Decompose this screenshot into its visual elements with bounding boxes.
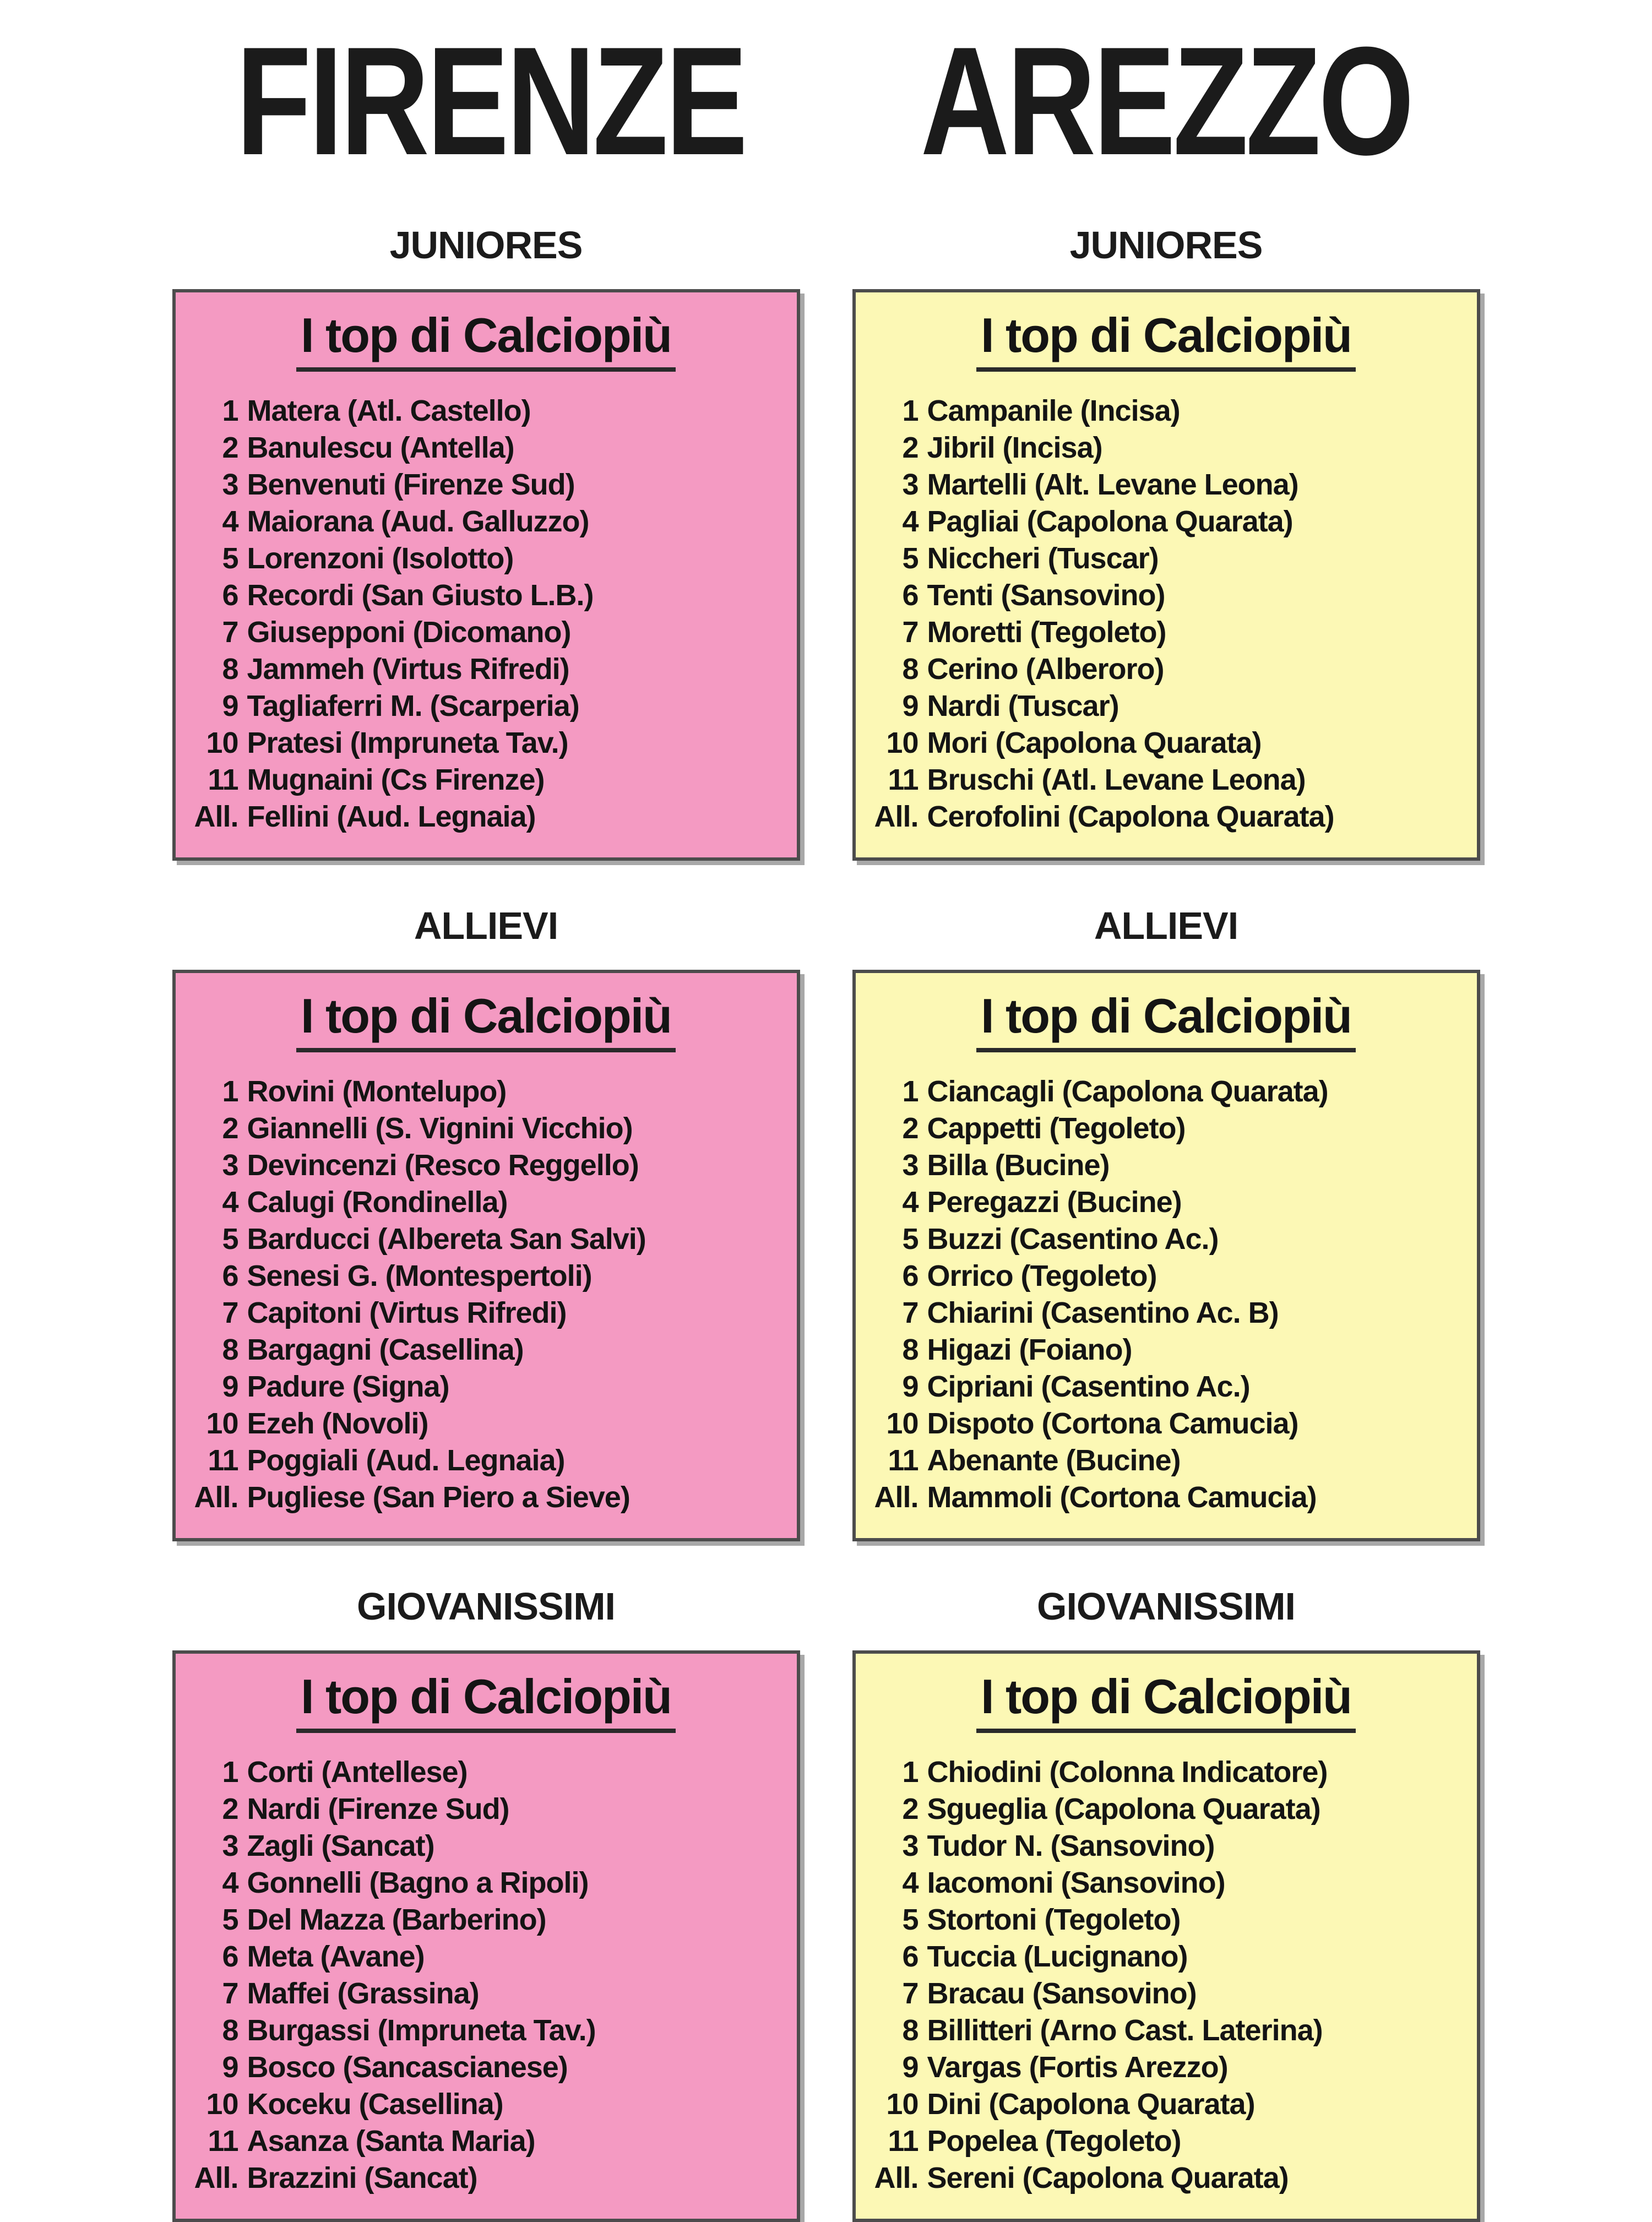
player-name: Giusepponi (Dicomano) xyxy=(247,616,571,649)
player-name: Maiorana (Aud. Galluzzo) xyxy=(247,505,589,538)
section-firenze-allievi xyxy=(172,861,800,1541)
box-title-text: I top di Calciopiù xyxy=(976,309,1356,372)
player-number: 8 xyxy=(902,2014,919,2047)
player-number: 7 xyxy=(222,1296,238,1329)
player-name: Zagli (Sancat) xyxy=(247,1829,434,1862)
player-row xyxy=(866,725,1467,762)
player-number: 10 xyxy=(206,2088,238,2121)
player-name: Jammeh (Virtus Rifredi) xyxy=(247,653,569,686)
player-row xyxy=(866,1221,1467,1258)
player-name: Ezeh (Novoli) xyxy=(247,1407,428,1440)
section-label: JUNIORES xyxy=(389,224,583,267)
player-row xyxy=(866,1479,1467,1516)
player-row xyxy=(866,1405,1467,1442)
player-list xyxy=(186,1073,787,1516)
player-row xyxy=(186,1791,787,1828)
player-row xyxy=(186,1221,787,1258)
player-name: Bracau (Sansovino) xyxy=(927,1977,1197,2010)
player-row xyxy=(186,466,787,503)
player-number: 6 xyxy=(222,579,238,612)
player-name: Higazi (Foiano) xyxy=(927,1333,1132,1366)
section-label: ALLIEVI xyxy=(414,904,558,947)
player-row xyxy=(186,2123,787,2160)
player-name: Stortoni (Tegoleto) xyxy=(927,1903,1181,1936)
player-name: Orrico (Tegoleto) xyxy=(927,1259,1157,1292)
player-row xyxy=(186,762,787,798)
player-name: Sgueglia (Capolona Quarata) xyxy=(927,1792,1320,1826)
player-name: Cappetti (Tegoleto) xyxy=(927,1112,1186,1145)
box-title xyxy=(866,309,1467,372)
player-row xyxy=(186,1258,787,1295)
player-row xyxy=(186,393,787,430)
player-number: 10 xyxy=(206,1407,238,1440)
player-number: 7 xyxy=(902,1296,919,1329)
player-name: Banulescu (Antella) xyxy=(247,431,514,464)
player-name: Ciancagli (Capolona Quarata) xyxy=(927,1075,1328,1108)
player-number: 5 xyxy=(902,1223,919,1256)
top-list-box xyxy=(852,289,1480,861)
box-title-text: I top di Calciopiù xyxy=(976,990,1356,1052)
player-number: 4 xyxy=(222,1186,238,1219)
player-row xyxy=(866,540,1467,577)
player-number: 4 xyxy=(902,1186,919,1219)
player-number: 1 xyxy=(222,394,238,427)
player-number: 9 xyxy=(902,2051,919,2084)
player-number: 1 xyxy=(222,1075,238,1108)
player-row xyxy=(186,1073,787,1110)
top-list-box xyxy=(172,970,800,1541)
player-name: Martelli (Alt. Levane Leona) xyxy=(927,468,1298,501)
player-row xyxy=(186,430,787,466)
player-row xyxy=(186,798,787,835)
player-name: Dispoto (Cortona Camucia) xyxy=(927,1407,1298,1440)
player-number: 2 xyxy=(222,1792,238,1826)
player-name: Recordi (San Giusto L.B.) xyxy=(247,579,594,612)
player-number: 6 xyxy=(222,1259,238,1292)
box-title xyxy=(866,990,1467,1052)
top-list-box xyxy=(852,970,1480,1541)
player-row xyxy=(186,1754,787,1791)
player-row xyxy=(186,503,787,540)
player-number: 11 xyxy=(208,763,238,796)
city-title-arezzo xyxy=(852,15,1480,187)
player-name: Peregazzi (Bucine) xyxy=(927,1186,1182,1219)
player-row xyxy=(866,503,1467,540)
player-name: Mugnaini (Cs Firenze) xyxy=(247,763,545,796)
player-name: Buzzi (Casentino Ac.) xyxy=(927,1223,1219,1256)
player-name: Tuccia (Lucignano) xyxy=(927,1940,1188,1973)
player-row xyxy=(866,2049,1467,2086)
player-name: Mori (Capolona Quarata) xyxy=(927,726,1262,759)
player-number: 10 xyxy=(886,1407,919,1440)
player-number: 7 xyxy=(222,1977,238,2010)
player-number: 3 xyxy=(902,468,919,501)
box-title-text: I top di Calciopiù xyxy=(296,990,676,1052)
player-row xyxy=(186,725,787,762)
player-name: Moretti (Tegoleto) xyxy=(927,616,1166,649)
section-label: ALLIEVI xyxy=(1094,904,1238,947)
player-number: 9 xyxy=(222,689,238,722)
player-row xyxy=(866,1258,1467,1295)
player-row xyxy=(866,2123,1467,2160)
player-number: 11 xyxy=(208,1444,238,1477)
player-row xyxy=(186,1902,787,1938)
box-title-text: I top di Calciopiù xyxy=(296,1670,676,1733)
player-name: Pratesi (Impruneta Tav.) xyxy=(247,726,568,759)
section-arezzo-juniores xyxy=(852,180,1480,861)
box-title xyxy=(186,990,787,1052)
city-title-firenze xyxy=(172,15,800,187)
player-row xyxy=(866,798,1467,835)
player-number: 11 xyxy=(888,2125,919,2158)
player-name: Bosco (Sancascianese) xyxy=(247,2051,568,2084)
player-name: Iacomoni (Sansovino) xyxy=(927,1866,1225,1899)
player-name: Del Mazza (Barberino) xyxy=(247,1903,546,1936)
player-row xyxy=(186,2160,787,2197)
player-name: Pagliai (Capolona Quarata) xyxy=(927,505,1293,538)
player-number: 9 xyxy=(902,689,919,722)
player-name: Billitteri (Arno Cast. Laterina) xyxy=(927,2014,1323,2047)
box-title-text: I top di Calciopiù xyxy=(976,1670,1356,1733)
player-number: 6 xyxy=(902,579,919,612)
player-row xyxy=(866,1902,1467,1938)
player-row xyxy=(186,1295,787,1332)
player-name: Lorenzoni (Isolotto) xyxy=(247,542,514,575)
player-row xyxy=(186,1975,787,2012)
player-row xyxy=(186,1184,787,1221)
player-row xyxy=(866,1828,1467,1865)
player-row xyxy=(186,1405,787,1442)
player-name: Barducci (Albereta San Salvi) xyxy=(247,1223,646,1256)
player-name: Senesi G. (Montespertoli) xyxy=(247,1259,592,1292)
top-list-box xyxy=(852,1650,1480,2222)
player-row xyxy=(186,1368,787,1405)
section-firenze-juniores xyxy=(172,180,800,861)
player-name: Calugi (Rondinella) xyxy=(247,1186,508,1219)
player-name: Tagliaferri M. (Scarperia) xyxy=(247,689,579,722)
column-arezzo xyxy=(852,15,1480,2222)
player-row xyxy=(866,762,1467,798)
player-name: Capitoni (Virtus Rifredi) xyxy=(247,1296,567,1329)
player-row xyxy=(866,577,1467,614)
player-name: Bargagni (Casellina) xyxy=(247,1333,524,1366)
section-arezzo-giovanissimi xyxy=(852,1541,1480,2222)
player-number: 8 xyxy=(222,1333,238,1366)
city-title-text: FIRENZE xyxy=(236,15,745,187)
player-row xyxy=(866,1975,1467,2012)
player-row xyxy=(866,688,1467,725)
player-number: 9 xyxy=(222,1370,238,1403)
player-row xyxy=(866,1442,1467,1479)
player-number: 1 xyxy=(902,394,919,427)
player-name: Gonnelli (Bagno a Ripoli) xyxy=(247,1866,589,1899)
player-number: 11 xyxy=(208,2125,238,2158)
player-number: 6 xyxy=(222,1940,238,1973)
player-name: Cerofolini (Capolona Quarata) xyxy=(927,800,1334,833)
player-row xyxy=(866,430,1467,466)
player-row xyxy=(186,1332,787,1368)
player-number: 3 xyxy=(222,468,238,501)
player-number: 10 xyxy=(206,726,238,759)
player-name: Nardi (Firenze Sud) xyxy=(247,1792,509,1826)
player-name: Campanile (Incisa) xyxy=(927,394,1180,427)
player-list xyxy=(866,1754,1467,2197)
player-row xyxy=(866,1073,1467,1110)
player-number: All. xyxy=(874,800,919,833)
player-number: 5 xyxy=(222,1903,238,1936)
player-row xyxy=(866,1332,1467,1368)
player-name: Fellini (Aud. Legnaia) xyxy=(247,800,536,833)
player-name: Rovini (Montelupo) xyxy=(247,1075,507,1108)
player-number: 3 xyxy=(902,1149,919,1182)
player-name: Asanza (Santa Maria) xyxy=(247,2125,535,2158)
player-name: Giannelli (S. Vignini Vicchio) xyxy=(247,1112,633,1145)
player-name: Maffei (Grassina) xyxy=(247,1977,479,2010)
player-row xyxy=(866,1295,1467,1332)
player-row xyxy=(866,2160,1467,2197)
player-number: 10 xyxy=(886,2088,919,2121)
player-name: Pugliese (San Piero a Sieve) xyxy=(247,1481,630,1514)
player-number: 3 xyxy=(902,1829,919,1862)
player-name: Jibril (Incisa) xyxy=(927,431,1102,464)
player-number: 6 xyxy=(902,1259,919,1292)
player-number: 3 xyxy=(222,1829,238,1862)
player-row xyxy=(866,1110,1467,1147)
player-number: 7 xyxy=(222,616,238,649)
player-number: All. xyxy=(874,2161,919,2194)
player-name: Billa (Bucine) xyxy=(927,1149,1110,1182)
top-list-box xyxy=(172,1650,800,2222)
player-name: Padure (Signa) xyxy=(247,1370,449,1403)
player-row xyxy=(186,1828,787,1865)
player-number: 2 xyxy=(222,1112,238,1145)
player-row xyxy=(186,1938,787,1975)
player-name: Chiodini (Colonna Indicatore) xyxy=(927,1756,1328,1789)
player-number: 1 xyxy=(222,1756,238,1789)
player-row xyxy=(866,1938,1467,1975)
box-title xyxy=(186,1670,787,1733)
player-row xyxy=(186,1865,787,1902)
player-number: 4 xyxy=(902,505,919,538)
player-number: 4 xyxy=(902,1866,919,1899)
section-label: GIOVANISSIMI xyxy=(357,1585,615,1628)
player-row xyxy=(186,1110,787,1147)
player-row xyxy=(866,1754,1467,1791)
player-row xyxy=(186,2086,787,2123)
player-row xyxy=(866,2086,1467,2123)
box-title xyxy=(866,1670,1467,1733)
player-list xyxy=(866,393,1467,835)
player-row xyxy=(866,1368,1467,1405)
city-title-text: AREZZO xyxy=(920,15,1412,187)
player-number: 4 xyxy=(222,1866,238,1899)
player-row xyxy=(866,1791,1467,1828)
player-name: Bruschi (Atl. Levane Leona) xyxy=(927,763,1306,796)
player-number: 5 xyxy=(222,542,238,575)
player-row xyxy=(866,1865,1467,1902)
player-number: 2 xyxy=(222,431,238,464)
player-row xyxy=(186,651,787,688)
player-row xyxy=(866,2012,1467,2049)
player-number: 1 xyxy=(902,1075,919,1108)
player-row xyxy=(866,1147,1467,1184)
player-number: 2 xyxy=(902,1112,919,1145)
player-number: 2 xyxy=(902,431,919,464)
player-number: 5 xyxy=(222,1223,238,1256)
player-number: 5 xyxy=(902,542,919,575)
player-row xyxy=(186,688,787,725)
player-name: Vargas (Fortis Arezzo) xyxy=(927,2051,1228,2084)
player-name: Dini (Capolona Quarata) xyxy=(927,2088,1255,2121)
player-name: Devincenzi (Resco Reggello) xyxy=(247,1149,639,1182)
player-number: 7 xyxy=(902,1977,919,2010)
player-name: Benvenuti (Firenze Sud) xyxy=(247,468,575,501)
player-row xyxy=(866,393,1467,430)
column-firenze xyxy=(172,15,800,2222)
player-row xyxy=(186,2049,787,2086)
player-name: Corti (Antellese) xyxy=(247,1756,468,1789)
player-number: 3 xyxy=(222,1149,238,1182)
player-number: 4 xyxy=(222,505,238,538)
player-name: Poggiali (Aud. Legnaia) xyxy=(247,1444,565,1477)
section-label: GIOVANISSIMI xyxy=(1037,1585,1295,1628)
player-row xyxy=(186,540,787,577)
player-number: 9 xyxy=(902,1370,919,1403)
player-number: 7 xyxy=(902,616,919,649)
player-row xyxy=(186,1479,787,1516)
section-label: JUNIORES xyxy=(1069,224,1263,267)
player-row xyxy=(866,466,1467,503)
player-row xyxy=(186,1147,787,1184)
player-number: All. xyxy=(194,800,238,833)
player-number: 8 xyxy=(222,653,238,686)
player-number: 1 xyxy=(902,1756,919,1789)
player-number: 2 xyxy=(902,1792,919,1826)
box-title-text: I top di Calciopiù xyxy=(296,309,676,372)
player-row xyxy=(866,1184,1467,1221)
player-number: All. xyxy=(194,2161,238,2194)
player-list xyxy=(186,1754,787,2197)
player-name: Cerino (Alberoro) xyxy=(927,653,1164,686)
player-name: Chiarini (Casentino Ac. B) xyxy=(927,1296,1279,1329)
player-name: Tudor N. (Sansovino) xyxy=(927,1829,1215,1862)
player-number: 11 xyxy=(888,763,919,796)
player-row xyxy=(866,614,1467,651)
player-number: 11 xyxy=(888,1444,919,1477)
player-name: Sereni (Capolona Quarata) xyxy=(927,2161,1289,2194)
player-number: 6 xyxy=(902,1940,919,1973)
player-number: 8 xyxy=(902,1333,919,1366)
player-list xyxy=(866,1073,1467,1516)
player-name: Niccheri (Tuscar) xyxy=(927,542,1159,575)
top-list-box xyxy=(172,289,800,861)
player-row xyxy=(186,577,787,614)
player-name: Matera (Atl. Castello) xyxy=(247,394,531,427)
section-arezzo-allievi xyxy=(852,861,1480,1541)
player-number: All. xyxy=(194,1481,238,1514)
player-name: Tenti (Sansovino) xyxy=(927,579,1165,612)
player-number: 10 xyxy=(886,726,919,759)
player-name: Brazzini (Sancat) xyxy=(247,2161,477,2194)
player-list xyxy=(186,393,787,835)
player-number: 9 xyxy=(222,2051,238,2084)
player-name: Cipriani (Casentino Ac.) xyxy=(927,1370,1250,1403)
player-number: 8 xyxy=(902,653,919,686)
player-number: 5 xyxy=(902,1903,919,1936)
player-number: All. xyxy=(874,1481,919,1514)
player-row xyxy=(866,651,1467,688)
section-firenze-giovanissimi xyxy=(172,1541,800,2222)
player-number: 8 xyxy=(222,2014,238,2047)
box-title xyxy=(186,309,787,372)
player-name: Koceku (Casellina) xyxy=(247,2088,503,2121)
player-row xyxy=(186,1442,787,1479)
player-name: Abenante (Bucine) xyxy=(927,1444,1181,1477)
player-name: Burgassi (Impruneta Tav.) xyxy=(247,2014,596,2047)
player-name: Popelea (Tegoleto) xyxy=(927,2125,1181,2158)
player-row xyxy=(186,614,787,651)
player-name: Nardi (Tuscar) xyxy=(927,689,1119,722)
player-row xyxy=(186,2012,787,2049)
player-name: Meta (Avane) xyxy=(247,1940,425,1973)
player-name: Mammoli (Cortona Camucia) xyxy=(927,1481,1317,1514)
